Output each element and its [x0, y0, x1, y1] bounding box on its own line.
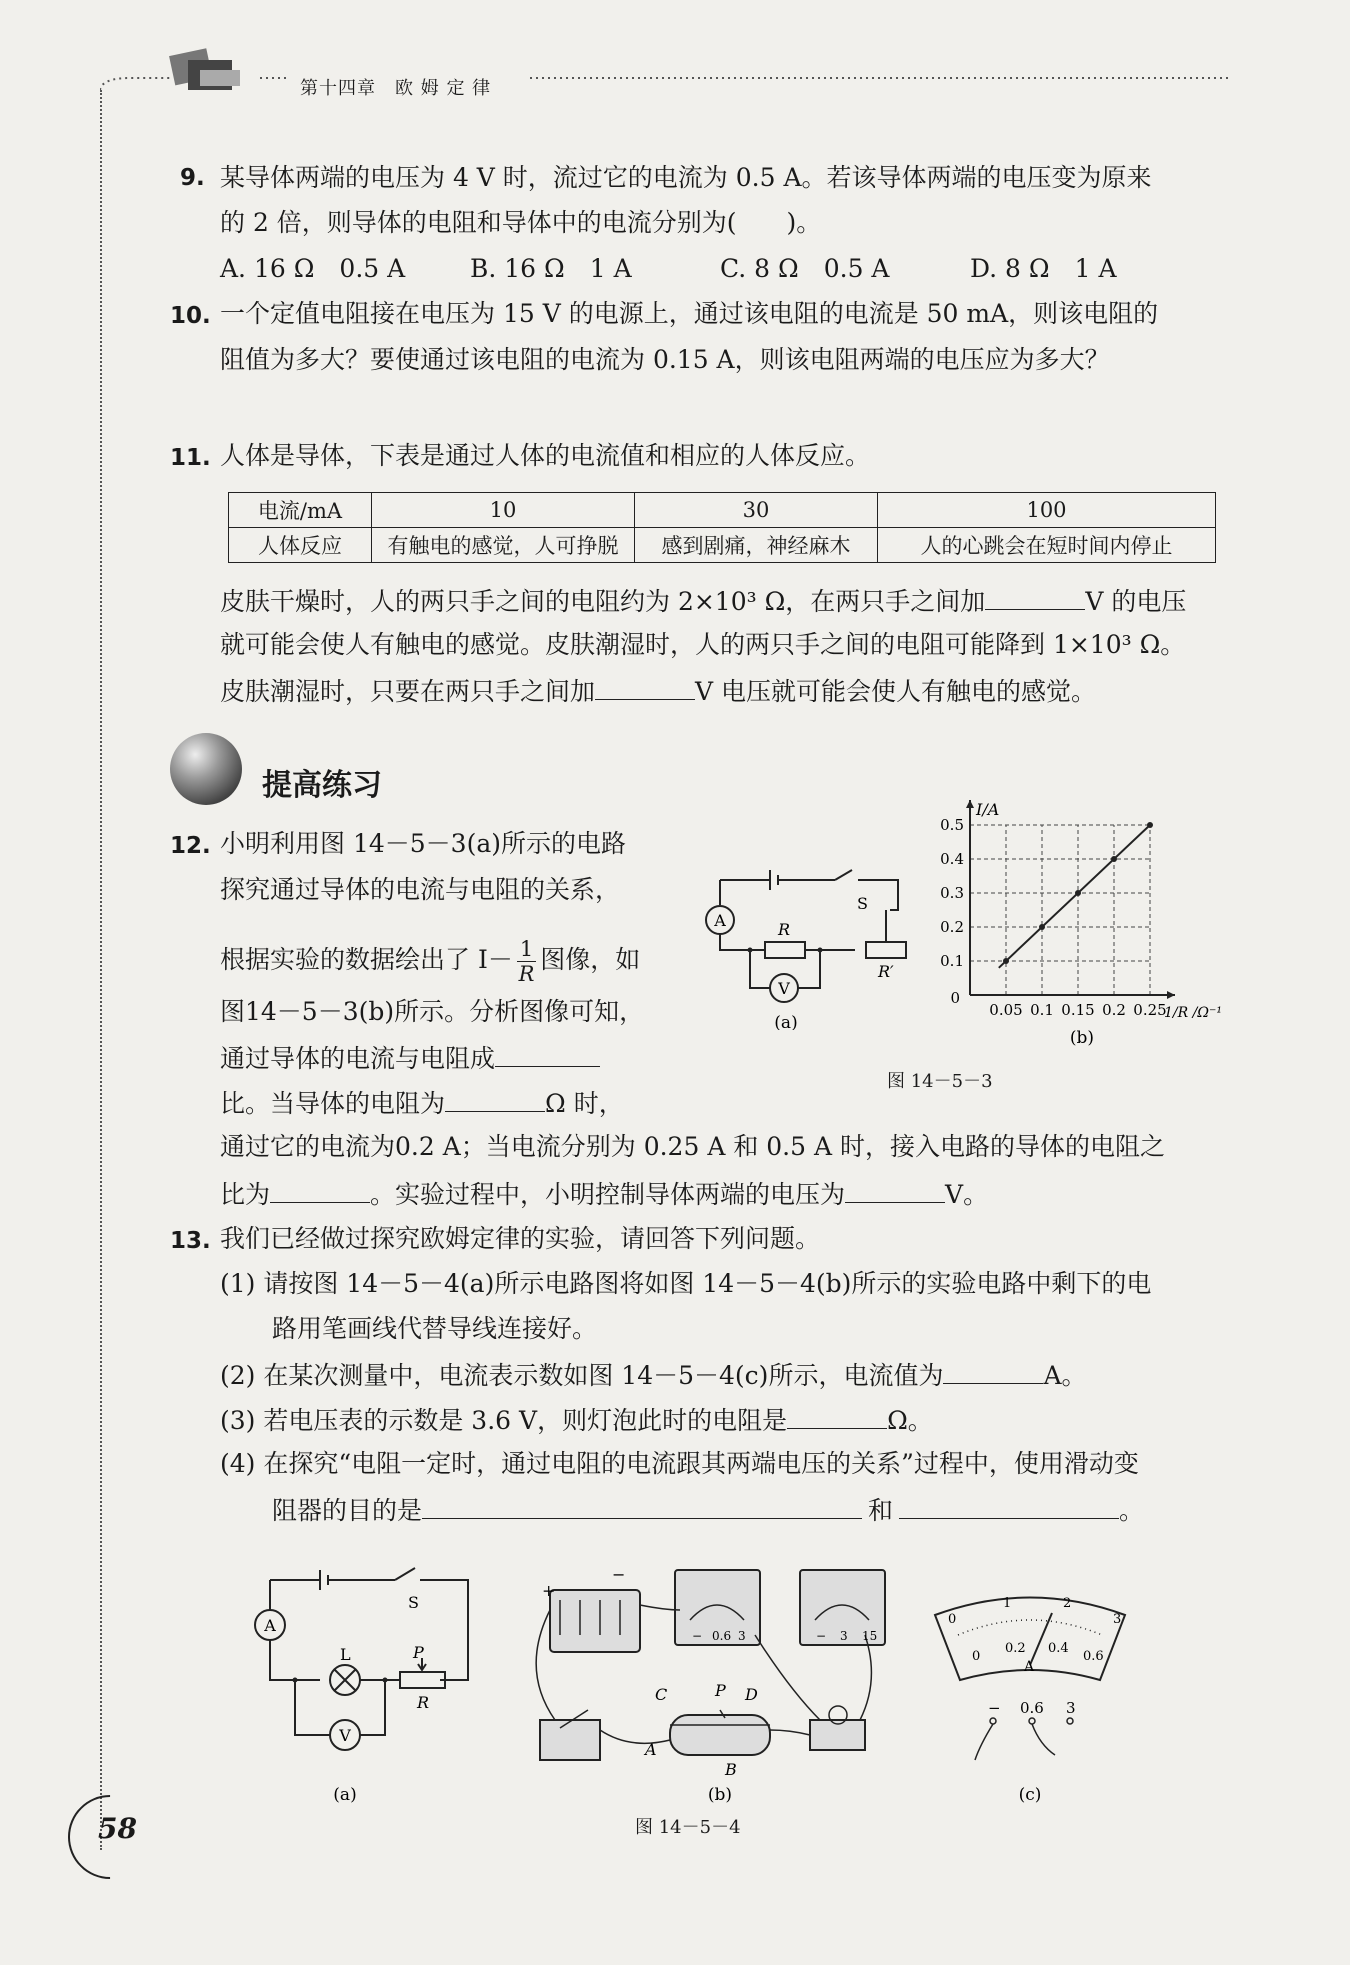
table-cell: 有触电的感觉，人可挣脱 — [372, 528, 635, 563]
apparatus-drawing — [520, 1550, 900, 1810]
origin-label: 0 — [950, 989, 960, 1007]
q11-para1 — [220, 585, 1186, 617]
dial-top-scale: 1 — [1003, 1596, 1012, 1611]
dial-terminal: − — [988, 1699, 1001, 1717]
data-point — [1075, 890, 1081, 896]
q13-sub3-text: (3) 若电压表的示数是 3.6 V，则灯泡此时的电阻是 — [220, 1406, 788, 1435]
data-point — [1039, 924, 1045, 930]
q13-sub4-end: 。 — [1119, 1496, 1145, 1525]
x-tick-label: 0.25 — [1133, 1001, 1167, 1019]
rheostat-icon — [670, 1715, 770, 1755]
answer-blank[interactable] — [943, 1359, 1043, 1384]
figure-b-label: (b) — [1069, 1028, 1095, 1048]
figure-b-label: (b) — [707, 1785, 733, 1805]
dial-bottom-scale: 0.6 — [1083, 1649, 1104, 1664]
answer-blank[interactable] — [985, 585, 1085, 610]
answer-blank[interactable] — [270, 1178, 370, 1203]
q9-option-a: A. 16 Ω 0.5 A — [220, 254, 406, 283]
dial-top-scale: 2 — [1063, 1596, 1072, 1611]
dial-top-scale: 3 — [1113, 1612, 1122, 1627]
answer-blank[interactable] — [422, 1494, 862, 1519]
table-row — [229, 493, 1216, 528]
series-line — [999, 825, 1150, 968]
page-number: 58 — [98, 1812, 137, 1845]
q12-number: 12. — [170, 833, 211, 859]
figure-caption: 图 14－5－4 — [635, 1817, 741, 1838]
rheostat-label: R — [417, 1693, 430, 1712]
plus-label: + — [542, 1581, 556, 1600]
figure-caption: 图 14－5－3 — [887, 1071, 993, 1092]
ammeter-label: A — [264, 1616, 276, 1635]
switch-label: S — [408, 1593, 419, 1612]
q9-line2: 的 2 倍，则导体的电阻和导体中的电流分别为( )。 — [220, 208, 822, 237]
q12-line8-tail: V。 — [945, 1180, 989, 1209]
q12-line3-tail: 图像，如 — [540, 945, 641, 974]
q13-sub1-line2: 路用笔画线代替导线连接好。 — [272, 1314, 598, 1343]
battery-icon — [550, 1590, 640, 1652]
data-point — [1003, 958, 1009, 964]
section-ball-icon — [170, 733, 242, 805]
table-row — [229, 528, 1216, 563]
dial-bottom-scale: 0.2 — [1005, 1641, 1026, 1656]
x-axis-arrow-icon — [1167, 991, 1175, 999]
q11-para3 — [220, 675, 1096, 707]
q12-line1: 小明利用图 14－5－3(a)所示的电路 — [220, 829, 626, 858]
table-cell: 电流/mA — [229, 493, 372, 528]
q10-line2: 阻值为多大？要使通过该电阻的电流为 0.15 A，则该电阻两端的电压应为多大？ — [220, 345, 1110, 374]
reaction-table — [228, 492, 1216, 563]
resistor-label: R — [778, 920, 791, 939]
terminal-a-label: A — [645, 1740, 657, 1759]
q13-sub3-tail: Ω。 — [887, 1406, 933, 1435]
q13-sub3 — [220, 1404, 933, 1436]
q12-line3-text: 根据实验的数据绘出了 I－ — [220, 945, 513, 974]
data-point — [1147, 822, 1153, 828]
slider-label: P — [413, 1643, 424, 1662]
header-decoration — [100, 38, 1230, 98]
q12-line8 — [220, 1178, 988, 1210]
x-tick-label: 0.15 — [1061, 1001, 1095, 1019]
table-cell: 100 — [878, 493, 1216, 528]
section-title: 提高练习 — [262, 768, 382, 803]
q9-option-c: C. 8 Ω 0.5 A — [720, 254, 890, 283]
voltmeter-terminal: − — [816, 1629, 827, 1643]
answer-blank[interactable] — [595, 675, 695, 700]
q11-para2: 就可能会使人有触电的感觉。皮肤潮湿时，人的两只手之间的电阻可能降到 1×10³ Ω。 — [220, 630, 1186, 659]
fraction — [517, 937, 536, 986]
figure-a-label: (a) — [333, 1785, 357, 1805]
q12-line3 — [220, 937, 640, 986]
terminal-c-label: C — [655, 1685, 668, 1704]
dial-unit: A — [1024, 1659, 1035, 1675]
q11-para1-tail: V 的电压 — [1085, 587, 1187, 616]
answer-blank[interactable] — [899, 1494, 1119, 1519]
q9-option-b: B. 16 Ω 1 A — [470, 254, 632, 283]
y-tick-label: 0.2 — [940, 918, 964, 936]
voltmeter-label: V — [339, 1726, 351, 1745]
ammeter-terminal: − — [692, 1629, 703, 1643]
q12-line6-tail: Ω 时， — [545, 1089, 624, 1118]
chapter-title: 第十四章 欧 姆 定 律 — [300, 78, 492, 99]
q13-sub1-line1: (1) 请按图 14－5－4(a)所示电路图将如图 14－5－4(b)所示的实验电路中剩下的电 — [220, 1269, 1152, 1298]
q13-sub4-text: 阻器的目的是 — [272, 1496, 423, 1525]
q10-number: 10. — [170, 303, 211, 329]
q12-line5 — [220, 1042, 600, 1074]
q9-number: 9. — [180, 165, 205, 191]
q9-line1: 某导体两端的电压为 4 V 时，流过它的电流为 0.5 A。若该导体两端的电压变为原来 — [220, 163, 1152, 192]
answer-blank[interactable] — [845, 1178, 945, 1203]
dial-bottom-scale: 0.4 — [1048, 1641, 1069, 1656]
voltmeter-label: V — [778, 979, 790, 998]
q11-number: 11. — [170, 445, 211, 471]
q10-line1: 一个定值电阻接在电压为 15 V 的电源上，通过该电阻的电流是 50 mA，则该电阻的 — [220, 299, 1159, 328]
y-tick-label: 0.1 — [940, 952, 964, 970]
table-cell: 人的心跳会在短时间内停止 — [878, 528, 1216, 563]
y-axis-arrow-icon — [966, 800, 974, 808]
dial-bottom-scale: 0 — [972, 1649, 981, 1664]
q11-para1-text: 皮肤干燥时，人的两只手之间的电阻约为 2×10³ Ω，在两只手之间加 — [220, 587, 986, 616]
q13-sub2 — [220, 1359, 1087, 1391]
dial-terminal: 0.6 — [1020, 1699, 1044, 1717]
ammeter-terminal: 0.6 — [712, 1629, 732, 1643]
answer-blank[interactable] — [445, 1087, 545, 1112]
answer-blank[interactable] — [787, 1404, 887, 1429]
table-cell: 人体反应 — [229, 528, 372, 563]
figure-c-label: (c) — [1018, 1785, 1042, 1805]
switch-icon — [540, 1720, 600, 1760]
x-axis-label: 1/R /Ω⁻¹ — [1164, 1005, 1222, 1021]
minus-label: − — [612, 1565, 626, 1584]
q12-line8-text: 比为 — [220, 1180, 271, 1209]
q11-para3-tail: V 电压就可能会使人有触电的感觉。 — [695, 677, 1097, 706]
rheostat-icon — [400, 1672, 445, 1688]
y-axis-label: I/A — [976, 800, 1000, 819]
switch-label: S — [857, 894, 868, 913]
x-tick-label: 0.2 — [1102, 1001, 1126, 1019]
left-margin-line — [100, 90, 102, 1850]
q13-sub4-line2 — [272, 1494, 1144, 1526]
q13-sub2-tail: A。 — [1043, 1361, 1087, 1390]
slider-p-label: P — [715, 1681, 726, 1700]
dial-top-scale: 0 — [948, 1612, 957, 1627]
q12-line8-mid: 。实验过程中，小明控制导体两端的电压为 — [370, 1180, 846, 1209]
q12-line6 — [220, 1087, 624, 1119]
rheostat-icon — [866, 942, 906, 958]
voltmeter-terminal: 15 — [862, 1629, 878, 1643]
q12-line7: 通过它的电流为0.2 A；当电流分别为 0.25 A 和 0.5 A 时，接入电路的导体的电阻之 — [220, 1132, 1165, 1161]
q12-line4: 图14－5－3(b)所示。分析图像可知， — [220, 997, 645, 1026]
q11-line1: 人体是导体，下表是通过人体的电流值和相应的人体反应。 — [220, 441, 871, 470]
y-tick-label: 0.4 — [940, 850, 964, 868]
terminal-d-label: D — [745, 1685, 758, 1704]
q13-number: 13. — [170, 1228, 211, 1254]
q13-sub4-line1: (4) 在探究“电阻一定时，通过电阻的电流跟其两端电压的关系”过程中，使用滑动变 — [220, 1449, 1139, 1478]
lamp-label: L — [340, 1645, 351, 1664]
y-tick-label: 0.3 — [940, 884, 964, 902]
circuit-diagram-b — [250, 1560, 480, 1810]
q13-sub2-text: (2) 在某次测量中，电流表示数如图 14－5－4(c)所示，电流值为 — [220, 1361, 944, 1390]
x-tick-label: 0.1 — [1030, 1001, 1054, 1019]
dial-terminal: 3 — [1066, 1699, 1076, 1717]
ammeter-terminal: 3 — [738, 1629, 746, 1643]
q13-line1: 我们已经做过探究欧姆定律的实验，请回答下列问题。 — [220, 1224, 821, 1253]
data-point — [1111, 856, 1117, 862]
rheostat-label: R′ — [878, 962, 894, 981]
fraction-numerator: 1 — [517, 937, 536, 962]
voltmeter-terminal: 3 — [840, 1629, 848, 1643]
q11-para3-text: 皮肤潮湿时，只要在两只手之间加 — [220, 677, 596, 706]
x-tick-label: 0.05 — [989, 1001, 1023, 1019]
q9-option-d: D. 8 Ω 1 A — [970, 254, 1117, 283]
terminal-b-label: B — [725, 1760, 737, 1779]
q13-sub4-and: 和 — [868, 1496, 894, 1525]
ammeter-dial — [920, 1585, 1140, 1810]
table-cell: 10 — [372, 493, 635, 528]
fraction-denominator: R — [518, 962, 535, 986]
table-cell: 30 — [635, 493, 878, 528]
ammeter-label: A — [714, 911, 726, 930]
resistor-icon — [765, 942, 805, 958]
header-ornament-icon — [100, 38, 1230, 98]
figure-a-label: (a) — [774, 1013, 798, 1030]
q12-line2: 探究通过导体的电流与电阻的关系， — [220, 875, 621, 904]
answer-blank[interactable] — [495, 1042, 600, 1067]
table-cell: 感到剧痛，神经麻木 — [635, 528, 878, 563]
q12-line6-text: 比。当导体的电阻为 — [220, 1089, 446, 1118]
i-vs-inverse-r-chart — [930, 800, 1240, 1050]
y-tick-label: 0.5 — [940, 816, 964, 834]
q12-line5-text: 通过导体的电流与电阻成 — [220, 1044, 496, 1073]
circuit-diagram-a — [690, 850, 930, 1030]
